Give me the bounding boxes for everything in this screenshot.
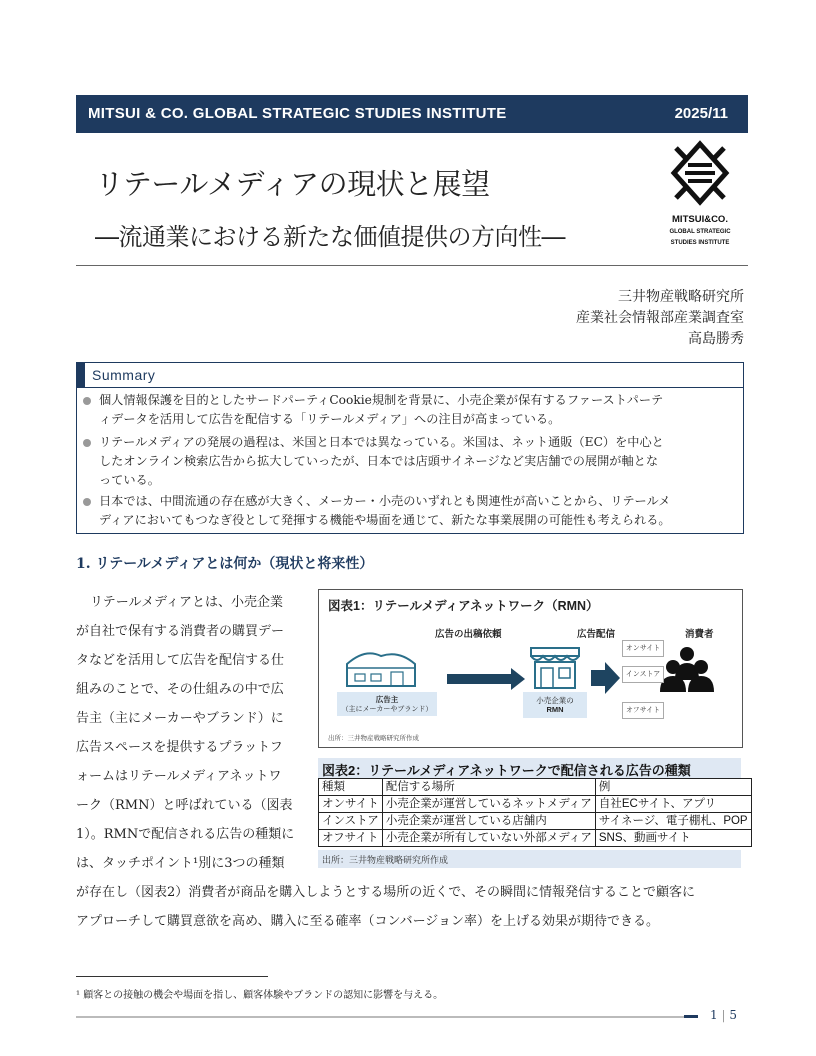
table-cell: サイネージ、電子棚札、POP bbox=[595, 813, 751, 830]
figure2-source: 出所：三井物産戦略研究所作成 bbox=[322, 855, 449, 865]
body-line: が自社で保有する消費者の購買デー bbox=[76, 624, 285, 639]
tag-instore: インストア bbox=[622, 666, 664, 683]
author-department: 産業社会情報部産業調査室 bbox=[576, 310, 744, 326]
logo-text-2: GLOBAL STRATEGIC bbox=[669, 229, 731, 235]
summary-line: 個人情報保護を目的としたサードパーティCookie規制を背景に、小売企業が保有するファーストパーテ bbox=[99, 393, 664, 407]
table-header-cell: 例 bbox=[595, 779, 751, 796]
summary-box bbox=[76, 362, 744, 534]
summary-title: Summary bbox=[92, 367, 156, 383]
retailer-sublabel: RMN bbox=[546, 705, 564, 714]
summary-line: 日本では、中間流通の存在感が大きく、メーカー・小売のいずれとも関連性が高いことから、リテールメ bbox=[99, 494, 671, 508]
summary-line: ディアにおいてもつなぎ役として発揮する機能や場面を通じて、新たな事業展開の可能性も考えられる。 bbox=[99, 513, 671, 527]
table-cell: オフサイト bbox=[319, 830, 383, 847]
summary-line: ィデータを活用して広告を配信する「リテールメディア」への注目が高まっている。 bbox=[99, 412, 561, 426]
footnote: ¹ 顧客との接触の機会や場面を指し、顧客体験やブランドの認知に影響を与える。 bbox=[76, 990, 444, 1001]
body-line: リテールメディアとは、小売企業 bbox=[90, 595, 284, 610]
footer-line bbox=[76, 1016, 684, 1018]
logo-text-3: STUDIES INSTITUTE bbox=[670, 240, 730, 246]
bullet-dot-icon bbox=[83, 498, 91, 506]
table-row bbox=[319, 796, 752, 813]
table-cell: SNS、動画サイト bbox=[595, 830, 751, 847]
table-cell: 小売企業が運営している店舗内 bbox=[382, 813, 595, 830]
label-ad-delivery: 広告配信 bbox=[577, 629, 616, 640]
page-subtitle: ―流通業における新たな価値提供の方向性― bbox=[95, 223, 565, 251]
table-cell: オンサイト bbox=[319, 796, 383, 813]
logo-text-1: MITSUI&CO. bbox=[672, 214, 728, 225]
table-cell: 自社ECサイト、アプリ bbox=[595, 796, 751, 813]
table-header-cell: 種類 bbox=[319, 779, 383, 796]
table-row bbox=[319, 813, 752, 830]
summary-line: っている。 bbox=[99, 473, 160, 487]
tag-offsite: オフサイト bbox=[622, 702, 664, 719]
figure1-graphics bbox=[319, 590, 742, 747]
body-line: 1）。RMNで配信される広告の種類に bbox=[76, 827, 295, 842]
summary-bullet bbox=[83, 433, 733, 490]
table-header-row bbox=[319, 779, 752, 796]
bullet-dot-icon bbox=[83, 397, 91, 405]
author-name: 高島勝秀 bbox=[688, 331, 744, 347]
body-line: 広告スペースを提供するプラットフ bbox=[76, 740, 283, 755]
body-line: アプローチして購買意欲を高め、購入に至る確率（コンバージョン率）を上げる効果が期待できる。 bbox=[76, 914, 660, 929]
page-separator: | bbox=[721, 1008, 726, 1022]
title-divider bbox=[76, 265, 748, 266]
label-consumer: 消費者 bbox=[685, 629, 714, 640]
body-line: ォームはリテールメディアネットワ bbox=[76, 769, 282, 784]
figure2-title bbox=[318, 758, 741, 778]
figure2-table bbox=[318, 778, 752, 847]
table-header-cell: 配信する場所 bbox=[382, 779, 595, 796]
body-line: タなどを活用して広告を配信する仕 bbox=[76, 653, 285, 668]
body-line: ーク（RMN）と呼ばれている（図表 bbox=[76, 798, 293, 813]
tag-onsite: オンサイト bbox=[622, 640, 664, 657]
table-cell: インストア bbox=[319, 813, 383, 830]
table-cell: 小売企業が所有していない外部メディア bbox=[382, 830, 595, 847]
factory-building-icon bbox=[347, 653, 415, 686]
consumers-icon bbox=[660, 647, 714, 692]
header-band bbox=[76, 95, 748, 133]
section-heading: 1. リテールメディアとは何か（現状と将来性） bbox=[76, 556, 374, 572]
footnote-divider bbox=[76, 976, 268, 977]
header-org: MITSUI & CO. GLOBAL STRATEGIC STUDIES INSTITUTE bbox=[88, 105, 507, 122]
body-line: は、タッチポイント¹別に3つの種類 bbox=[76, 856, 285, 871]
body-line: 組みのことで、その仕組みの中で広 bbox=[76, 682, 284, 697]
arrow-request-icon bbox=[447, 674, 511, 684]
figure1-source: 出所：三井物産戦略研究所作成 bbox=[328, 735, 419, 742]
label-ad-request: 広告の出稿依頼 bbox=[435, 629, 502, 640]
retailer-label: 小売企業の bbox=[536, 696, 574, 705]
page-current: 1 bbox=[710, 1008, 718, 1022]
store-icon bbox=[531, 648, 579, 688]
summary-accent-bar bbox=[77, 363, 85, 387]
summary-bullet bbox=[83, 492, 733, 530]
page-title: リテールメディアの現状と展望 bbox=[95, 167, 490, 201]
summary-line: リテールメディアの発展の過程は、米国と日本では異なっている。米国は、ネット通販（EC）を中心と bbox=[99, 435, 664, 449]
arrow-delivery-icon bbox=[591, 670, 605, 686]
author-institute: 三井物産戦略研究所 bbox=[618, 289, 744, 305]
body-line: が存在し（図表2）消費者が商品を購入しようとする場所の近くで、その瞬間に情報発信することで顧客に bbox=[76, 885, 696, 900]
figure1-title: 図表1：リテールメディアネットワーク（RMN） bbox=[328, 599, 599, 613]
advertiser-sublabel: （主にメーカーやブランド） bbox=[341, 706, 433, 713]
summary-bullet bbox=[83, 391, 733, 429]
header-date: 2025/11 bbox=[674, 105, 728, 122]
bullet-dot-icon bbox=[83, 439, 91, 447]
table-row bbox=[319, 830, 752, 847]
page-number bbox=[710, 1008, 737, 1022]
mitsui-logo bbox=[660, 140, 740, 255]
footer-accent bbox=[684, 1015, 698, 1018]
table-cell: 小売企業が運営しているネットメディア bbox=[382, 796, 595, 813]
summary-header bbox=[77, 363, 743, 388]
page-total: 5 bbox=[729, 1008, 737, 1022]
mitsui-emblem-icon bbox=[668, 140, 732, 206]
figure1-rmn-diagram bbox=[318, 589, 743, 748]
figure2-source-band bbox=[318, 850, 741, 868]
body-line: 告主（主にメーカーやブランド）に bbox=[76, 711, 284, 726]
summary-line: したオンライン検索広告から拡大していったが、日本では店頭サイネージなど実店舗での展開が軸とな bbox=[99, 454, 659, 468]
figure2-title-text: 図表2：リテールメディアネットワークで配信される広告の種類 bbox=[322, 763, 691, 778]
advertiser-label: 広告主 bbox=[375, 695, 399, 704]
